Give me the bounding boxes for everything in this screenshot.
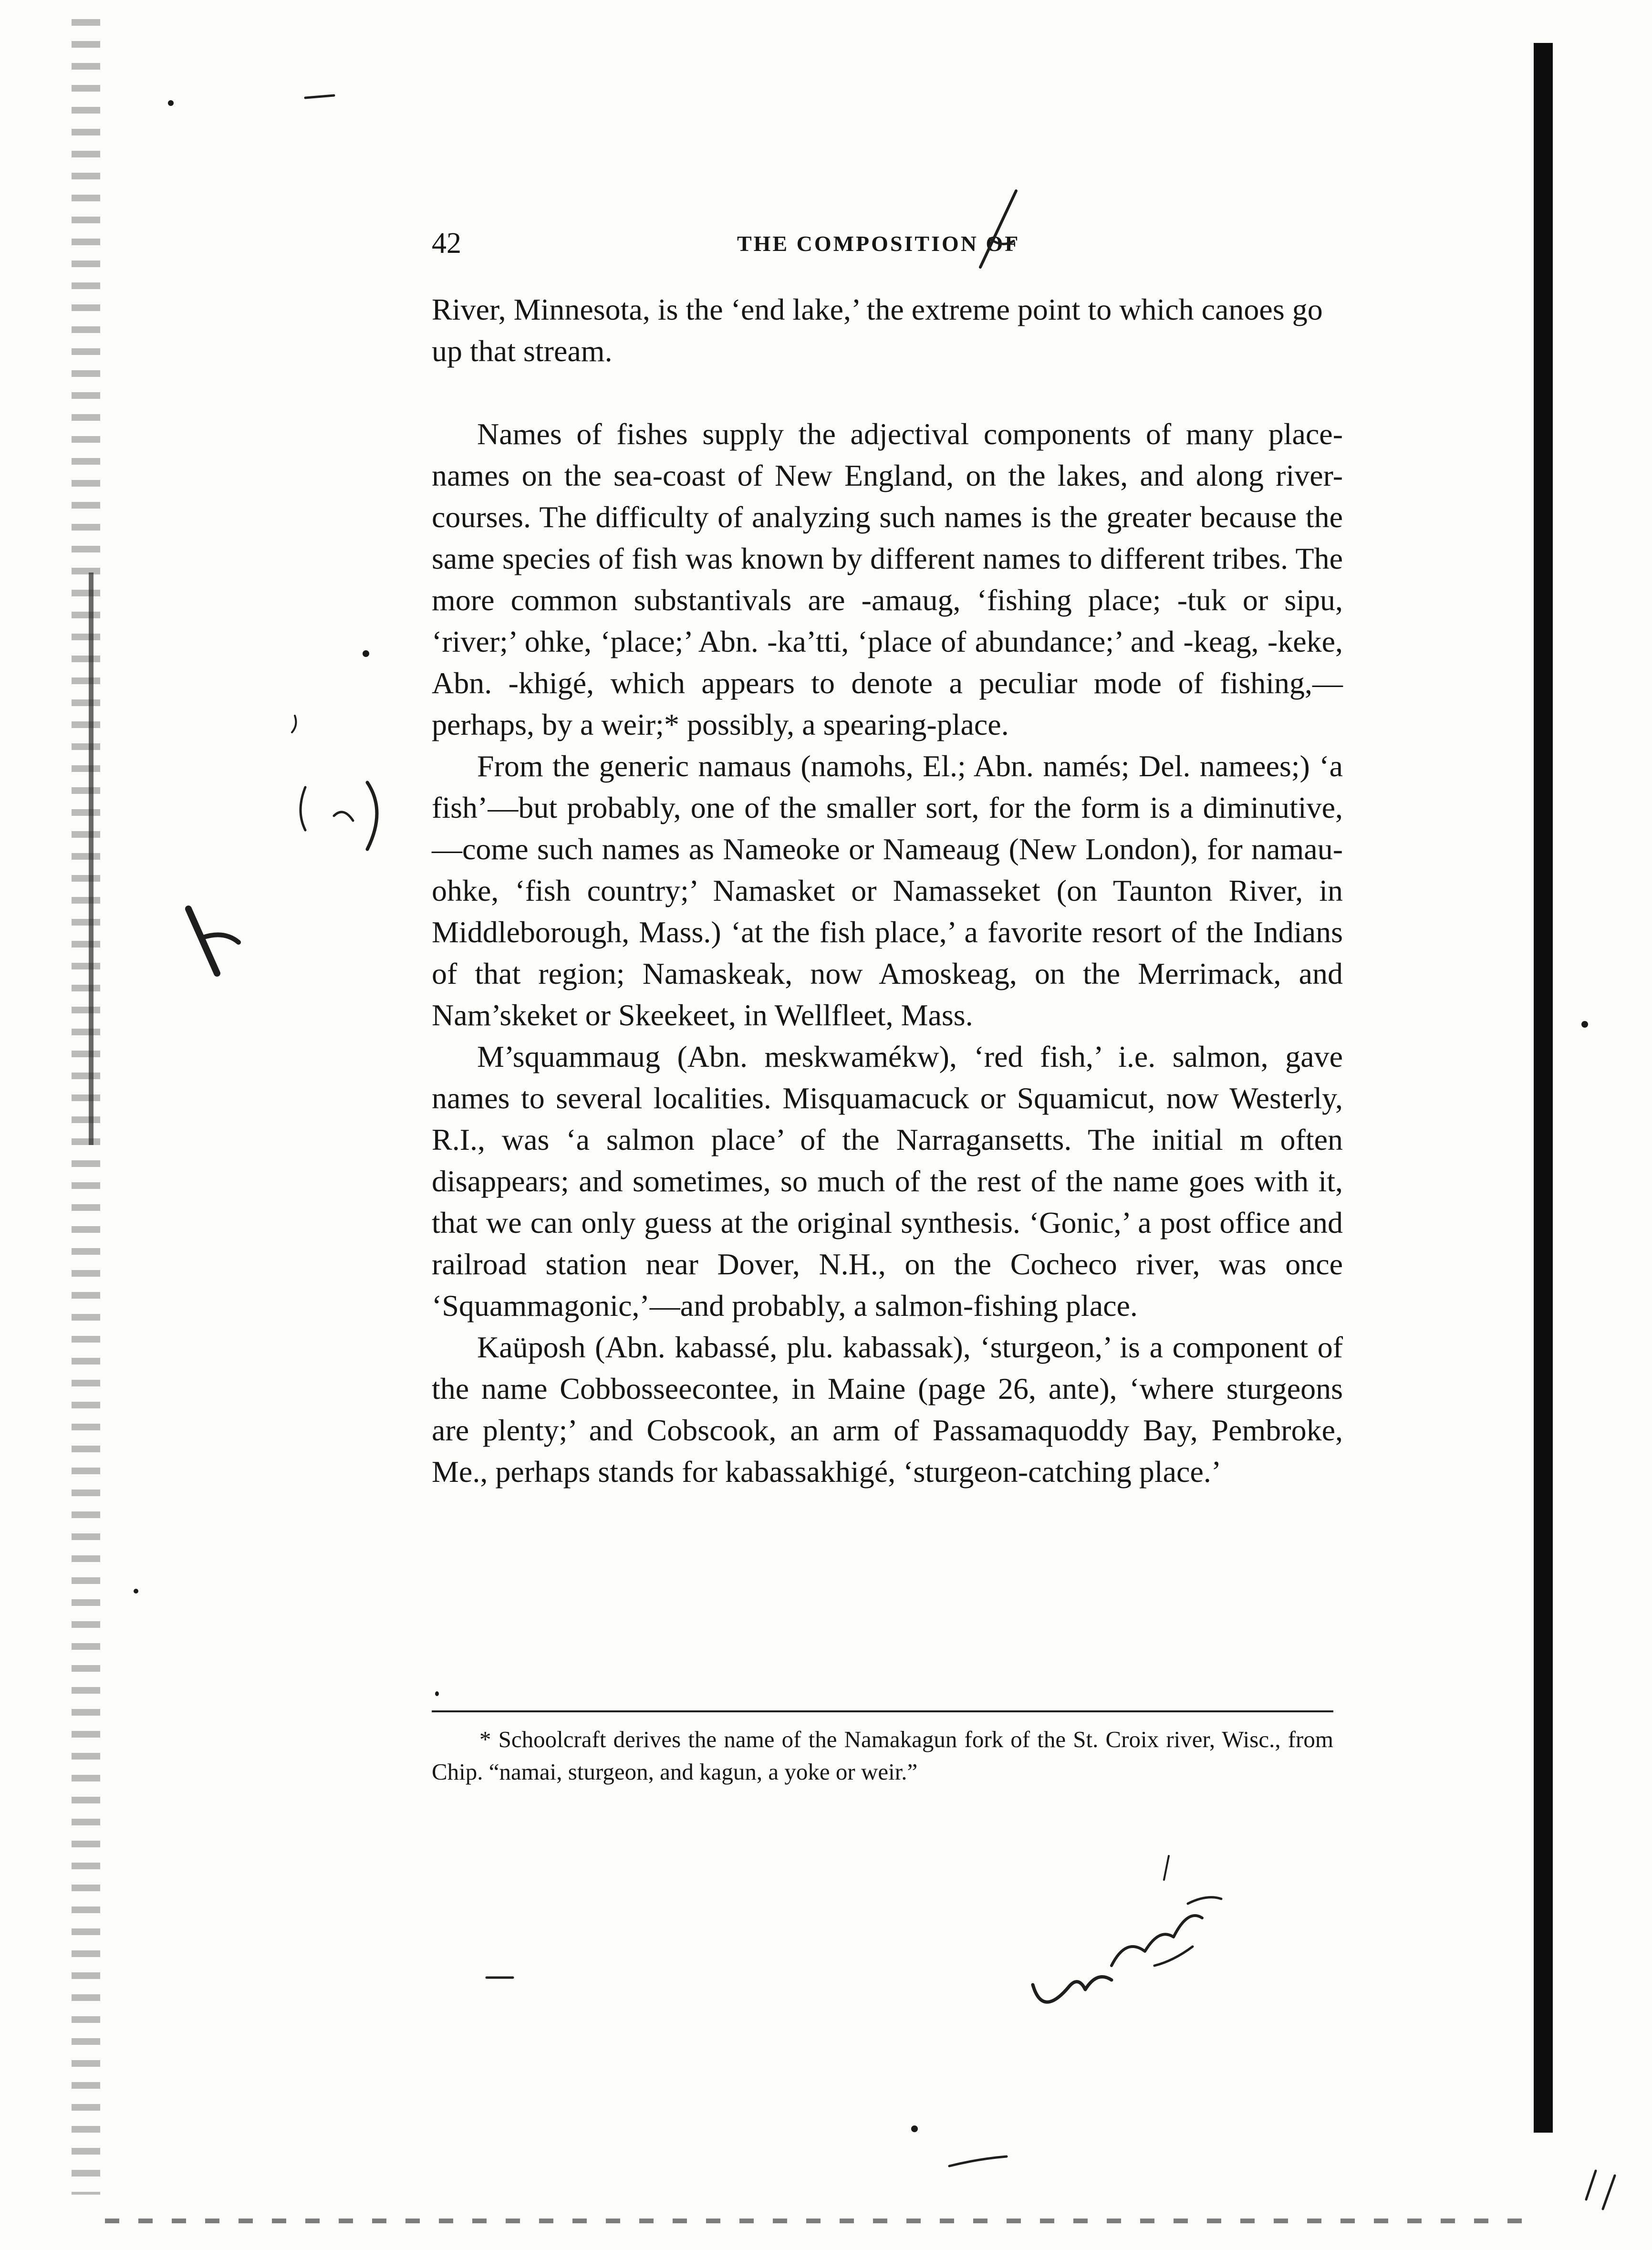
ink-speck [435,1691,439,1696]
ink-speck [168,100,174,106]
page-number: 42 [432,227,461,260]
pencil-stroke [1154,1947,1193,1966]
pencil-stroke [1112,1916,1202,1966]
footnote: * Schoolcraft derives the name of the Namakagun fork of the St. Croix river, Wisc., from Chip. “namai, sturgeon, and kagun, a yoke or weir.” [432,1726,1333,1785]
paragraph: Names of fishes supply the adjectival components of many place-names on the sea-coast of New England, on the lakes, and along river-courses. The difficulty of analyzing such names is the greater because the same species of fish was known by different names to different tribes. The more common substantivals are -amaug, ‘fishing place; -tuk or sipu, ‘river;’ ohke, ‘place;’ Abn. -ka’tti, ‘place of abundance;’ and -keag, -keke, Abn. -khigé, which appears to denote a peculiar mode of fishing,—perhaps, by a weir;* possibly, a spearing-place. [432,417,1343,741]
running-head [432,224,1343,262]
paragraph: River, Minnesota, is the ‘end lake,’ the extreme point to which canoes go up that stream. [432,292,1323,368]
footnote-rule [432,1710,1333,1712]
pencil-stroke [292,716,296,732]
ink-speck [1581,1021,1588,1028]
ink-speck [363,650,369,657]
paragraph: From the generic namaus (namohs, El.; Abn. namés; Del. namees;) ‘a fish’—but probably, one of the smaller sort, for the form is a diminutive,—come such names as Nameoke or Nameaug (New London), for namau-ohke, ‘fish country;’ Namasket or Namasseket (on Taunton River, in Middleborough, Mass.) ‘at the fish place,’ a favorite resort of the Indians of that region; Namaskeak, now Amoskeag, on the Merrimack, and Nam’skeket or Skeekeet, in Wellfleet, Mass. [432,749,1343,1032]
pencil-stroke [1586,2171,1596,2199]
ink-speck [134,1589,138,1594]
paragraph: Kaüposh (Abn. kabassé, plu. kabassak), ‘sturgeon,’ is a component of the name Cobbosseecontee, in Maine (page 26, ante), ‘where sturgeons are plenty;’ and Cobscook, an arm of Passamaquoddy Bay, Pembroke, Me., perhaps stands for kabassakhigé, ‘sturgeon-catching place.’ [432,1330,1343,1489]
scan-edge-left-dark [89,573,94,1145]
paragraph: M’squammaug (Abn. meskwamékw), ‘red fish,’ i.e. salmon, gave names to several localities. Misquamacuck or Squamicut, now Westerly, R.I., was ‘a salmon place’ of the Narragansetts. The initial m often disappears; and sometimes, so much of the rest of the name goes with it, that we can only guess at the original synthesis. ‘Gonic,’ a post office and railroad station near Dover, N.H., on the Cocheco river, was once ‘Squammagonic,’—and probably, a salmon-fishing place. [432,1040,1343,1323]
scan-edge-right [1534,43,1553,2133]
scan-edge-bottom [105,2219,1536,2223]
pencil-stroke [188,909,217,973]
pencil-stroke [1603,2176,1615,2209]
pencil-stroke [305,95,334,98]
paragraph-gap [432,372,1343,413]
ink-speck [911,2125,918,2132]
pencil-stroke [1164,1856,1169,1880]
body-text [432,289,1343,1492]
pencil-stroke [203,935,239,942]
pencil-stroke [1033,1977,1112,2002]
pencil-stroke [301,787,305,830]
pencil-stroke [367,782,377,849]
running-title: THE COMPOSITION OF [737,231,1020,256]
pencil-stroke [949,2156,1007,2166]
pencil-stroke [1188,1897,1221,1904]
pencil-stroke [334,812,353,821]
scan-edge-left [72,19,100,2195]
